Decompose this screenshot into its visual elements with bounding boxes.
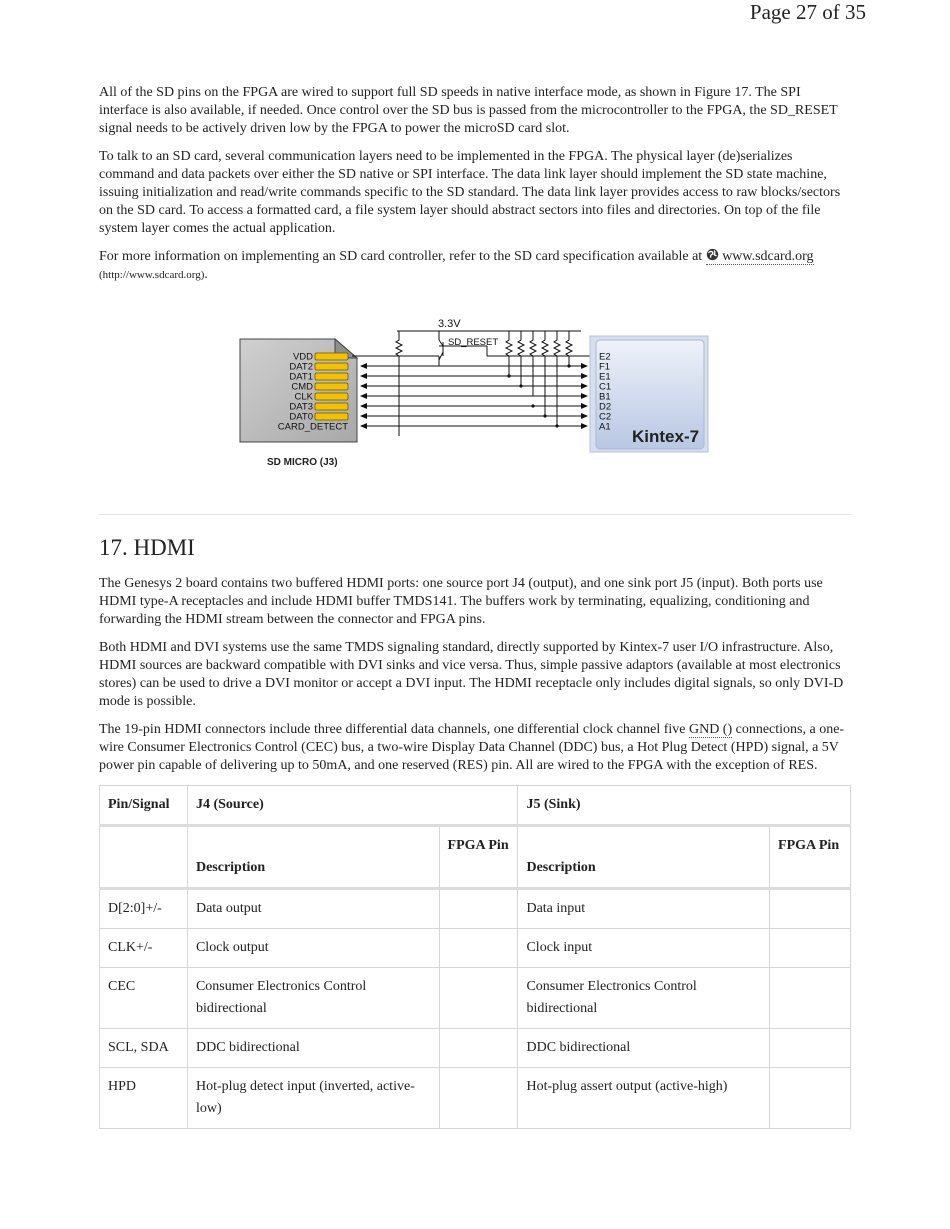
- sd-more-info: [99, 248, 851, 284]
- fpga-pin-label: A1: [599, 421, 611, 433]
- card-pin-contact: [315, 383, 348, 390]
- col-j4: J4 (Source): [187, 786, 518, 826]
- junction-dot: [531, 404, 534, 407]
- table-cell-j4-fpga: [439, 889, 518, 929]
- subhead-empty: [100, 826, 188, 889]
- table-subheader-row: [100, 826, 851, 889]
- table-cell-j4-fpga: [439, 1029, 518, 1068]
- section-divider: [99, 514, 851, 515]
- more-info-text: For more information on implementing an SD card controller, refer to the SD card specification available at: [99, 249, 703, 264]
- fpga-name: Kintex-7: [632, 427, 700, 446]
- subhead-j5-desc: Description: [518, 826, 770, 889]
- globe-icon: [706, 248, 719, 261]
- hdmi-heading: 17. HDMI: [99, 535, 195, 560]
- table-cell-j4-fpga: [439, 968, 518, 1029]
- table-cell-pin: CLK+/-: [100, 929, 188, 968]
- table-row: [100, 929, 851, 968]
- sdcard-link-url: (http://www.sdcard.org): [99, 269, 205, 281]
- fpga-pin-label: B1: [599, 391, 611, 403]
- hdmi-paragraph-1: The Genesys 2 board contains two buffered HDMI ports: one source port J4 (output), and one sink port J5 (input). Both ports use HDMI type-A receptacles and include HDMI buffer TMDS141. The buffers work by terminating, equalizing, conditioning and forwarding the HDMI stream between the connector and FPGA pins.: [99, 576, 823, 627]
- table-cell-pin: HPD: [100, 1068, 188, 1129]
- table-cell-j5-desc: Consumer Electronics Control bidirectional: [518, 968, 770, 1029]
- table-cell-j4-desc: Consumer Electronics Control bidirectional: [187, 968, 439, 1029]
- sdcard-link[interactable]: [706, 249, 814, 265]
- junction-dot: [543, 414, 546, 417]
- card-pin-contact: [315, 413, 348, 420]
- table-cell-j5-fpga: [770, 929, 851, 968]
- hdmi-pin-table: [99, 785, 851, 1129]
- table-cell-j5-desc: Data input: [518, 889, 770, 929]
- junction-dot: [519, 384, 522, 387]
- table-cell-pin: CEC: [100, 968, 188, 1029]
- col-j5: J5 (Sink): [518, 786, 851, 826]
- fpga-pin-label: E1: [599, 371, 611, 383]
- subhead-j4-desc: Description: [187, 826, 439, 889]
- table-cell-j5-fpga: [770, 1068, 851, 1129]
- page-number: Page 27 of 35: [749, 0, 866, 24]
- link-suffix: .: [204, 267, 208, 282]
- reset-label: SD_RESET: [448, 337, 499, 348]
- table-row: [100, 889, 851, 929]
- table-cell-j5-desc: Hot-plug assert output (active-high): [518, 1068, 770, 1129]
- card-pin-label: CLK: [294, 391, 313, 403]
- table-cell-j5-fpga: [770, 1029, 851, 1068]
- fpga-pin-label: D2: [599, 401, 612, 413]
- subhead-j5-fpga: FPGA Pin: [770, 826, 851, 889]
- card-caption: SD MICRO (J3): [267, 457, 338, 468]
- fpga-pin-label: E2: [599, 351, 611, 363]
- junction-dot: [567, 364, 570, 367]
- card-pin-contact: [315, 373, 348, 380]
- table-cell-pin: SCL, SDA: [100, 1029, 188, 1068]
- table-cell-j4-desc: DDC bidirectional: [187, 1029, 439, 1068]
- sd-card-figure: [99, 294, 851, 514]
- junction-dot: [555, 424, 558, 427]
- card-pin-contact: [315, 363, 348, 370]
- table-cell-j5-fpga: [770, 968, 851, 1029]
- card-pin-label: DAT0: [289, 411, 313, 423]
- hdmi-p3-b: connections, a one-wire Consumer Electronics Control (CEC) bus, a two-wire Display Data Channel (DDC) bus, a Hot Plug Detect (HPD) signal, a 5V power pin capable of delivering up to 50mA, and one reserved (RES) pin. All are wired to the FPGA with the exception of RES.: [99, 722, 845, 773]
- table-cell-j5-desc: DDC bidirectional: [518, 1029, 770, 1068]
- table-cell-j4-desc: Data output: [187, 889, 439, 929]
- gnd-link[interactable]: GND (): [688, 722, 733, 737]
- table-row: [100, 1029, 851, 1068]
- card-pin-label: CMD: [291, 381, 313, 393]
- fpga-pin-label: F1: [599, 361, 611, 373]
- table-cell-j5-fpga: [770, 889, 851, 929]
- col-pin-signal: Pin/Signal: [100, 786, 188, 826]
- page-content: [99, 84, 851, 1129]
- card-pin-contact: [315, 393, 348, 400]
- sd-paragraph-2: To talk to an SD card, several communication layers need to be implemented in the FPGA. The physical layer (de)serializes command and data packets over either the SD native or SPI interface. The data link layer should implement the SD state machine, issuing initialization and read/write commands specific to the SD standard. The data link layer provides access to raw blocks/sectors on the SD card. To access a formatted card, a file system layer should abstract sectors into files and directories. On top of the file system layer comes the actual application.: [99, 149, 841, 236]
- card-pin-label: DAT3: [289, 401, 313, 413]
- hdmi-p3-a: The 19-pin HDMI connectors include three differential data channels, one differential clock channel five: [99, 722, 686, 737]
- card-pin-label: DAT1: [289, 371, 313, 383]
- table-cell-j4-desc: Hot-plug detect input (inverted, active-low): [187, 1068, 439, 1129]
- card-pin-label: VDD: [292, 351, 313, 363]
- table-cell-j4-fpga: [439, 1068, 518, 1129]
- subhead-j4-fpga: FPGA Pin: [439, 826, 518, 889]
- table-cell-j4-fpga: [439, 929, 518, 968]
- card-pin-contact: [315, 403, 348, 410]
- table-row: [100, 1068, 851, 1129]
- card-pin-contact: [315, 353, 348, 360]
- table-body: [100, 889, 851, 1129]
- table-header-row: [100, 786, 851, 826]
- sd-paragraph-1: All of the SD pins on the FPGA are wired to support full SD speeds in native interface mode, as shown in Figure 17. The SPI interface is also available, if needed. Once control over the SD bus is passed from the microcontroller to the FPGA, the SD_RESET signal needs to be actively driven low by the FPGA to power the microSD card slot.: [99, 85, 838, 136]
- table-cell-j5-desc: Clock input: [518, 929, 770, 968]
- junction-dot: [507, 374, 510, 377]
- card-pin-label: DAT2: [289, 361, 313, 373]
- table-row: [100, 968, 851, 1029]
- fpga-pin-label: C2: [599, 411, 612, 423]
- table-cell-j4-desc: Clock output: [187, 929, 439, 968]
- sdcard-link-text[interactable]: www.sdcard.org: [722, 249, 814, 264]
- fpga-pin-label: C1: [599, 381, 612, 393]
- voltage-label: 3.3V: [438, 318, 461, 330]
- sd-wiring-diagram: [99, 294, 851, 514]
- table-cell-pin: D[2:0]+/-: [100, 889, 188, 929]
- hdmi-paragraph-2: Both HDMI and DVI systems use the same TMDS signaling standard, directly supported by Kintex-7 user I/O infrastructure. Also, HDMI sources are backward compatible with DVI sinks and vice versa. Thus, simple passive adaptors (available at most electronics stores) can be used to drive a DVI monitor or accept a DVI input. The HDMI receptacle only includes digital signals, so only DVI-D mode is possible.: [99, 640, 844, 709]
- hdmi-paragraph-3: [99, 721, 851, 775]
- card-pin-label: CARD_DETECT: [277, 421, 348, 433]
